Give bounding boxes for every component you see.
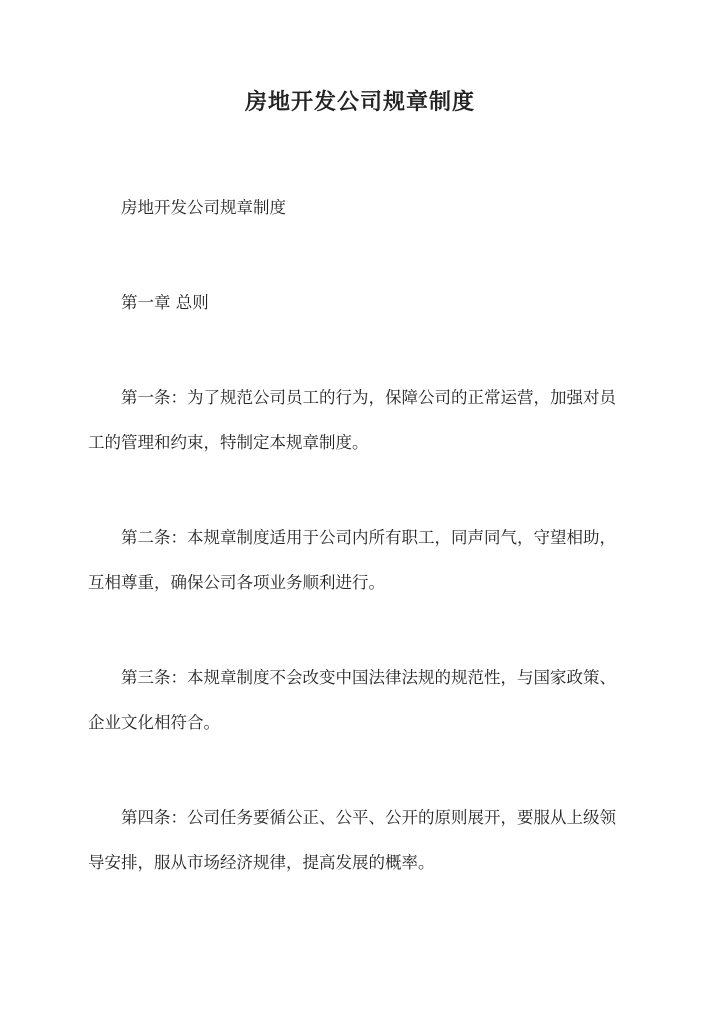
article-1-line-2: 工的管理和约束，特制定本规章制度。 bbox=[88, 433, 369, 452]
document-title: 房地开发公司规章制度 bbox=[244, 89, 475, 115]
document-subtitle: 房地开发公司规章制度 bbox=[121, 198, 286, 217]
article-3-line-1: 第三条：本规章制度不会改变中国法律法规的规范性，与国家政策、 bbox=[121, 668, 616, 687]
article-2-line-2: 互相尊重，确保公司各项业务顺利进行。 bbox=[88, 573, 385, 592]
chapter-heading: 第一章 总则 bbox=[121, 293, 209, 312]
article-1-line-1: 第一条：为了规范公司员工的行为，保障公司的正常运营，加强对员 bbox=[121, 388, 616, 407]
article-2-line-1: 第二条：本规章制度适用于公司内所有职工，同声同气，守望相助， bbox=[121, 528, 616, 547]
article-4-line-2: 导安排，服从市场经济规律，提高发展的概率。 bbox=[88, 853, 435, 872]
article-4-line-1: 第四条：公司任务要循公正、公平、公开的原则展开，要服从上级领 bbox=[121, 808, 616, 827]
article-3-line-2: 企业文化相符合。 bbox=[88, 713, 220, 732]
